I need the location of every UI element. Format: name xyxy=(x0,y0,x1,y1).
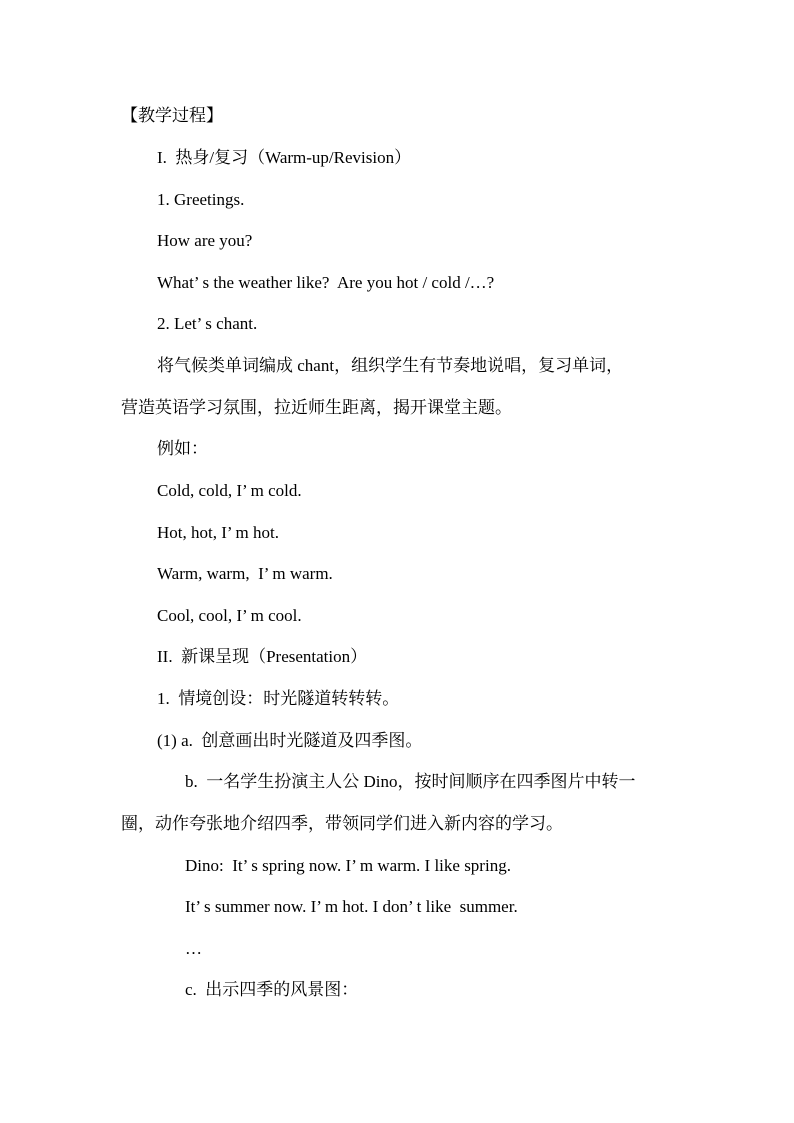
dialogue-line: Dino: It’ s spring now. I’ m warm. I like spring. xyxy=(185,856,511,875)
sub-step: (1) a. 创意画出时光隧道及四季图。 xyxy=(157,731,423,750)
paragraph-line: 营造英语学习氛围，拉近师生距离，揭开课堂主题。 xyxy=(121,398,512,417)
text-line: What’ s the weather like? Are you hot / cold /…? xyxy=(157,273,495,292)
section-heading: 【教学过程】 xyxy=(121,106,223,125)
text-line: How are you? xyxy=(157,231,253,250)
step-chant: 2. Let’ s chant. xyxy=(157,314,258,333)
chant-line: Hot, hot, I’ m hot. xyxy=(157,523,279,542)
sub-step: b. 一名学生扮演主人公 Dino，按时间顺序在四季图片中转一 xyxy=(185,772,636,791)
example-label: 例如： xyxy=(157,439,208,458)
step-greetings: 1. Greetings. xyxy=(157,190,245,209)
step-scenario: 1. 情境创设：时光隧道转转转。 xyxy=(157,689,400,708)
paragraph-line: 将气候类单词编成 chant，组织学生有节奏地说唱，复习单词， xyxy=(157,356,624,375)
ellipsis-line: … xyxy=(185,939,202,958)
chant-line: Cool, cool, I’ m cool. xyxy=(157,606,302,625)
chant-line: Warm, warm, I’ m warm. xyxy=(157,564,333,583)
sub-step: c. 出示四季的风景图： xyxy=(185,980,359,999)
section-title-presentation: II. 新课呈现（Presentation） xyxy=(157,647,368,666)
paragraph-line: 圈，动作夸张地介绍四季，带领同学们进入新内容的学习。 xyxy=(121,814,563,833)
section-title-warmup: I. 热身/复习（Warm-up/Revision） xyxy=(157,148,412,167)
dialogue-line: It’ s summer now. I’ m hot. I don’ t like summer. xyxy=(185,897,518,916)
chant-line: Cold, cold, I’ m cold. xyxy=(157,481,302,500)
